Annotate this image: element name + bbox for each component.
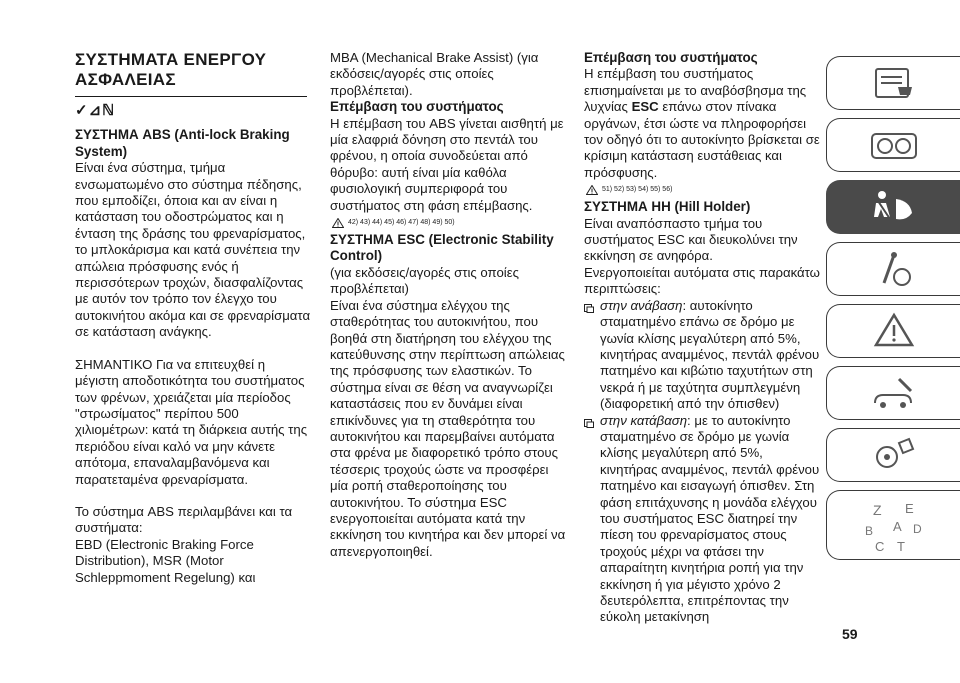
index-letter-1: E (904, 501, 914, 516)
tab-car-info[interactable] (826, 56, 960, 110)
uphill-item: στην ανάβαση: αυτοκίνητο σταματημένο επάνω σε δρόμο με γωνία κλίσης μεγαλύτερη από 5%, κινητήρας αναμμένος, πεντάλ φρένου πατημένο και κιβώτιο ταχυτήτων στη νεκρά ή με ταχύτητα συμπλεγμένη (διαφορετική από την όπισθεν) (584, 298, 820, 413)
safety-seatbelt-airbag-icon (870, 187, 918, 227)
abs-activation-heading: Επέμβαση του συστήματος (330, 99, 504, 115)
tab-maintenance[interactable] (826, 366, 960, 420)
driver-assist-icon: ✓⊿ℕ (75, 102, 116, 119)
index-letter-4: D (912, 522, 922, 536)
tab-emergency[interactable] (826, 304, 960, 358)
car-info-icon (872, 65, 916, 101)
ebd-msr-text: EBD (Electronic Braking Force Distribution), MSR (Motor Schleppmoment Regelung) και (75, 536, 256, 585)
dashboard-icon (869, 128, 919, 162)
esc-availability: (για εκδόσεις/αγορές στις οποίες προβλέπεται) (330, 264, 519, 297)
downhill-item: στην κατάβαση: με το αυτοκίνητο σταματημένο σε δρόμο με γωνία κλίσης μεγαλύτερη από 5%, κινητήρας αναμμένος, πεντάλ φρένου πατημένο και εισαγωγή όπισθεν. Στη φάση επιτάχυνσης η μονάδα ελέγχου του συστήματος ESC διατηρεί την πίεση του φρεναρίσματος στους τροχούς μέχρι να φτάσει την απαραίτητη κινητήρια ροπή για την εκκίνηση ή για μέγιστο χρόνο 2 δευτερόλεπτα, επιτρέποντας την εύκολη μετακίνηση (584, 413, 820, 626)
tab-technical-data[interactable] (826, 428, 960, 482)
section-title: ΣΥΣΤΗΜΑΤΑ ΕΝΕΡΓΟΥ ΑΣΦΑΛΕΙΑΣ (75, 50, 267, 89)
index-letter-2: A (892, 519, 902, 534)
warning-triangle-icon (586, 185, 598, 195)
technical-data-icon (869, 435, 919, 475)
index-letter-6: T (896, 539, 905, 554)
index-letter-5: C (874, 539, 884, 554)
tab-index[interactable] (826, 490, 960, 560)
important-note: ΣΗΜΑΝΤΙΚΟ Για να επιτευχθεί η μέγιστη αποδοτικότητα του συστήματος των φρένων, χρειάζεται μία περίοδος "στρωσίματος" περίπου 500 χιλιομέτρων: κατά τη διάρκεια αυτής της περιόδου είναι καλό να μην κάνετε απότομα, επαναλαμβανόμενα και παρατεταμένα φρεναρίσματα. (75, 356, 308, 487)
abs-includes: Το σύστημα ABS περιλαμβάνει και τα συστήματα: (75, 503, 293, 536)
esc-activation-body: Η επέμβαση του συστήματος επισημαίνεται με το αναβόσβησμα της λυχνίας ESC επάνω στον πίνακα οργάνων, έτσι ώστε να πληροφορήσει τον οδηγό ότι το αυτοκίνητο βρίσκεται σε κρίσιμη κατάσταση ευστάθειας και πρόσφυσης. (584, 66, 820, 180)
key-start-icon (872, 249, 916, 289)
mba-text: MBA (Mechanical Brake Assist) (για εκδόσεις/αγορές στις οποίες προβλέπεται). (330, 50, 539, 98)
index-letter-0: Z (872, 502, 882, 518)
abs-warning-refs: 42) 43) 44) 45) 46) 47) 48) 49) 50) (332, 218, 566, 228)
wrench-car-icon (869, 373, 919, 413)
index-letter-3: B (864, 524, 873, 538)
warning-triangle-icon (872, 311, 916, 351)
abs-heading: ΣΥΣΤΗΜΑ ABS (Anti-lock Braking System) (75, 127, 290, 159)
chapter-tabs (826, 56, 960, 568)
column-3 (584, 50, 820, 626)
abs-body: Είναι ένα σύστημα, τμήμα ενσωματωμένο στο σύστημα πέδησης, που εμποδίζει, όποια και αν είναι η κατάσταση του οδοστρώματος και η ένταση της δράσης του φρεναρίσματος, το μπλοκάρισμα και κατά συνέπεια την απώλεια πρόσφυσης ενός ή περισσότερων τροχών, διασφαλίζοντας με αυτόν τον τρόπο τον έλεγχο του αυτοκινήτου ακόμα και σε φρεναρίσματα σε κατάσταση ανάγκης. (75, 160, 311, 340)
column-1 (75, 50, 311, 586)
hh-body: Είναι αναπόσπαστο τμήμα του συστήματος ESC και διευκολύνει την εκκίνηση σε ανηφόρα. (584, 215, 798, 264)
bullet-icon (584, 301, 594, 310)
bullet-icon (584, 416, 594, 425)
esc-heading: ΣΥΣΤΗΜΑ ESC (Electronic Stability Control) (330, 232, 554, 264)
warning-triangle-icon (332, 218, 344, 228)
esc-body: Είναι ένα σύστημα ελέγχου της σταθερότητας του αυτοκινήτου, που βοηθά στη διατήρηση του ελέγχου της κατεύθυνσης στην περίπτωση απώλειας της πρόσφυσης των ελαστικών. Το σύστημα είναι σε θέση να αναγνωρίζει καταστάσεις που εν δυνάμει είναι επικίνδυνες για τη σταθερότητα του αυτοκινήτου και παρεμβαίνει αυτόματα στα φρένα με διαφορετικό τρόπο στους τέσσερις τροχούς ώστε να προσφέρει μία ροπή σταθεροποίησης του αυτοκινήτου. Το σύστημα ESC ενεργοποιείται αυτόματα κατά την εκκίνηση του κινητήρα και δεν μπορεί να απενεργοποιηθεί. (330, 297, 566, 559)
tab-dashboard[interactable] (826, 118, 960, 172)
abs-activation-body: Η επέμβαση του ABS γίνεται αισθητή με μία ελαφριά δόνηση στο πεντάλ του φρένου, η οποία συνοδεύεται από θόρυβο: αυτή είναι μία καθόλα φυσιολογική συμπεριφορά του συστήματος στη φάση επέμβασης. (330, 115, 564, 213)
index-letters-icon (859, 495, 929, 555)
page-number: 59 (842, 626, 858, 642)
esc-activation-heading: Επέμβαση του συστήματος (584, 50, 758, 65)
esc-warning-refs: 51) 52) 53) 54) 55) 56) (586, 185, 820, 195)
hh-auto: Ενεργοποιείται αυτόματα στις παρακάτω περιπτώσεις: (584, 264, 820, 297)
tab-starting[interactable] (826, 242, 960, 296)
title-divider (75, 96, 307, 97)
hh-heading: ΣΥΣΤΗΜΑ HH (Hill Holder) (584, 199, 751, 215)
tab-safety[interactable] (826, 180, 960, 234)
column-2 (330, 50, 566, 560)
